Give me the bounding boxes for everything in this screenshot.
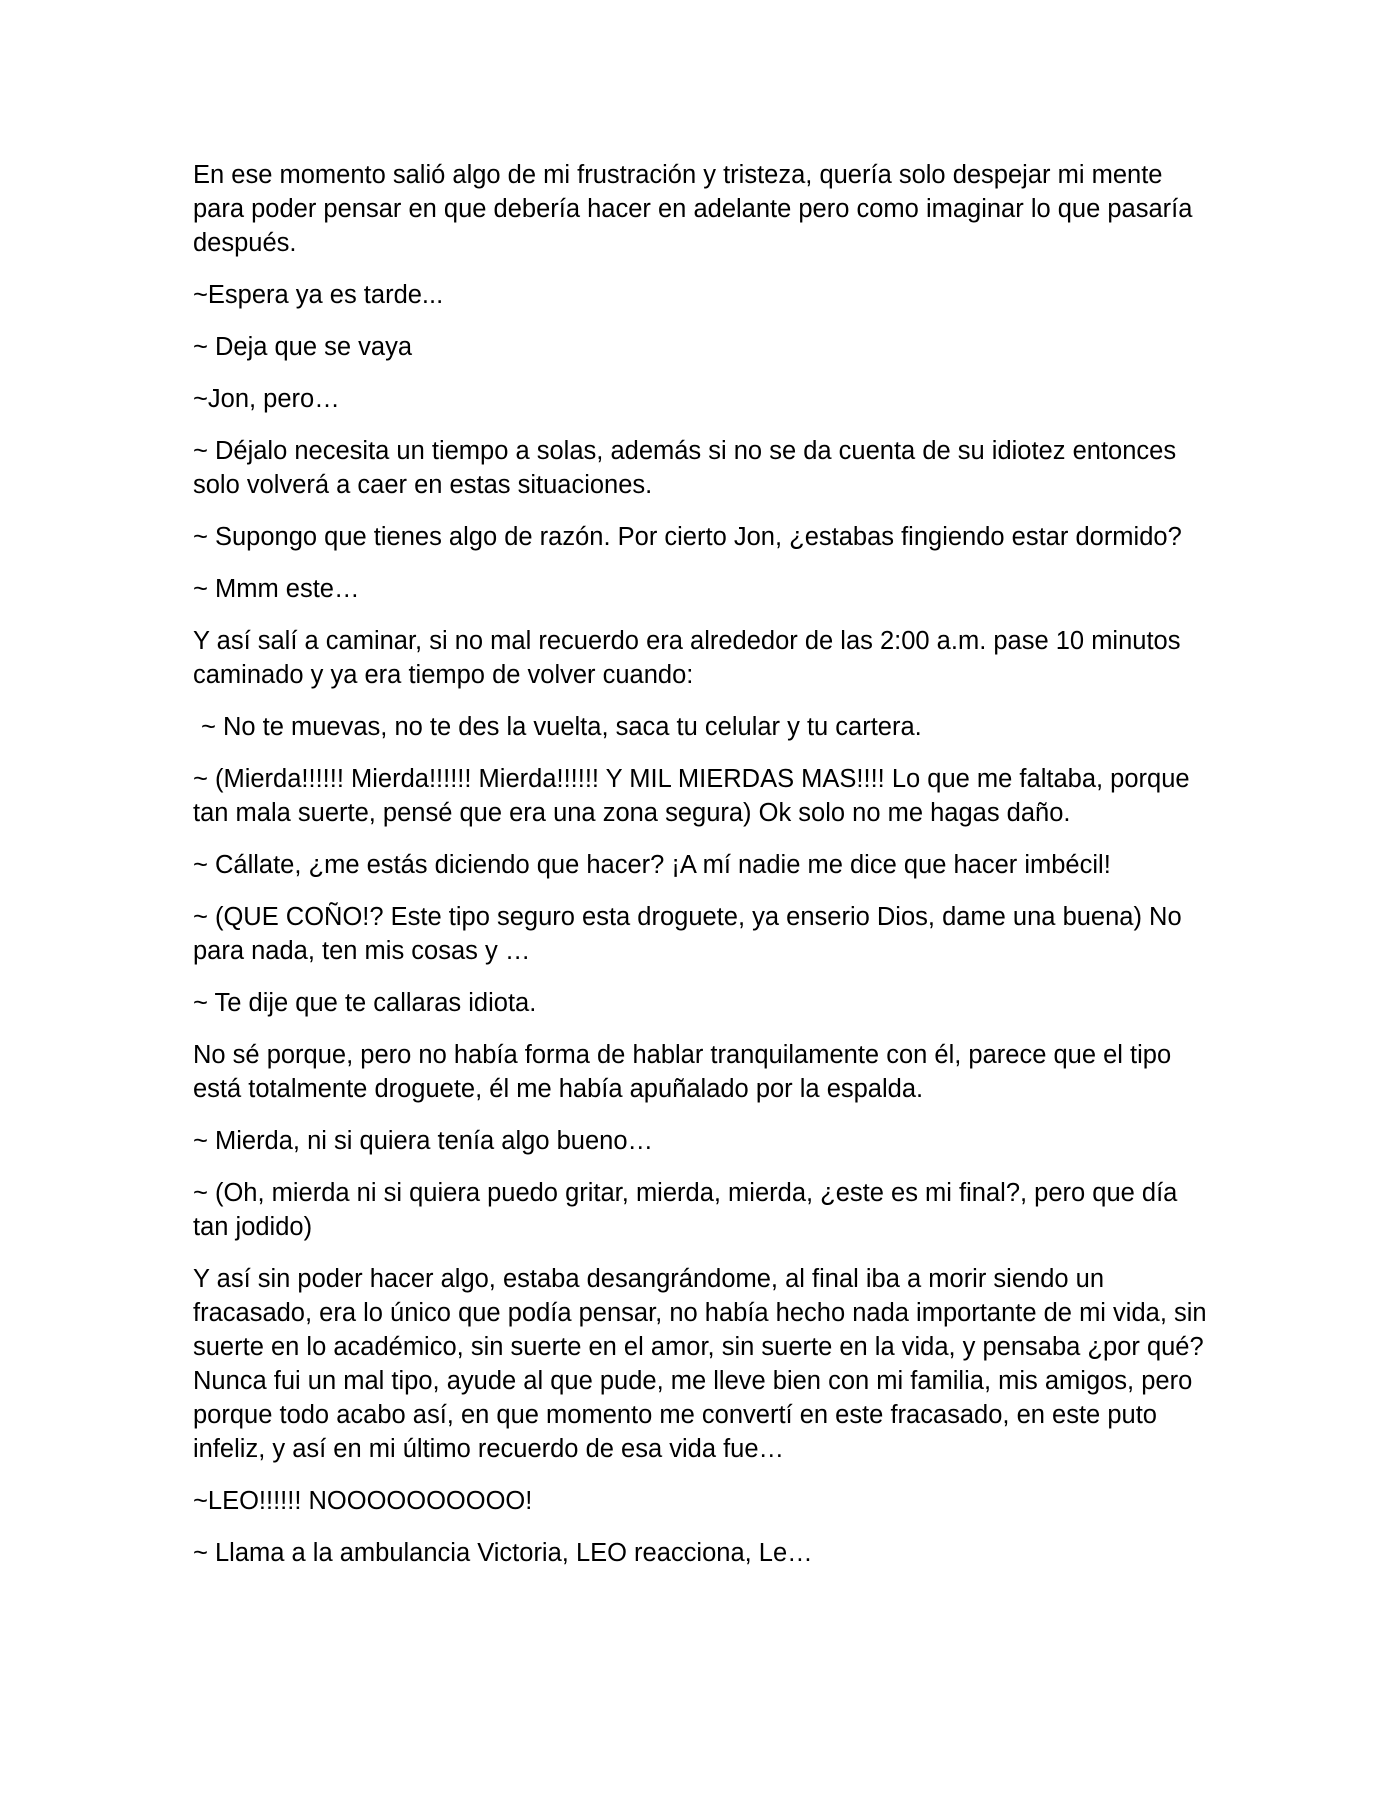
paragraph-14: No sé porque, pero no había forma de hablar tranquilamente con él, parece que el tipo está totalmente droguete, él me había apuñalado por la espalda.	[193, 1041, 1172, 1103]
document-body	[193, 158, 1213, 1588]
paragraph-15: ~ Mierda, ni si quiera tenía algo bueno…	[193, 1127, 653, 1155]
paragraph-17: Y así sin poder hacer algo, estaba desangrándome, al final iba a morir siendo un fracasado, era lo único que podía pensar, no había hecho nada importante de mi vida, sin suerte en lo académico, sin suerte en el amor, sin suerte en la vida, y pensaba ¿por qué? Nunca fui un mal tipo, ayude al que pude, me lleve bien con mi familia, mis amigos, pero porque todo acabo así, en que momento me convertí en este fracasado, en este puto infeliz, y así en mi último recuerdo de esa vida fue…	[193, 1265, 1207, 1463]
paragraph-5: ~ Déjalo necesita un tiempo a solas, además si no se da cuenta de su idiotez entonces solo volverá a caer en estas situaciones.	[193, 437, 1177, 499]
paragraph-19: ~ Llama a la ambulancia Victoria, LEO reacciona, Le…	[193, 1539, 813, 1567]
paragraph-3: ~ Deja que se vaya	[193, 333, 413, 361]
paragraph-16: ~ (Oh, mierda ni si quiera puedo gritar, mierda, mierda, ¿este es mi final?, pero que día tan jodido)	[193, 1179, 1178, 1241]
paragraph-9: ~ No te muevas, no te des la vuelta, saca tu celular y tu cartera.	[201, 713, 922, 741]
paragraph-12: ~ (QUE COÑO!? Este tipo seguro esta droguete, ya enserio Dios, dame una buena) No para nada, ten mis cosas y …	[193, 903, 1182, 965]
paragraph-13: ~ Te dije que te callaras idiota.	[193, 989, 537, 1017]
paragraph-10: ~ (Mierda!!!!!! Mierda!!!!!! Mierda!!!!!! Y MIL MIERDAS MAS!!!! Lo que me faltaba, porque tan mala suerte, pensé que era una zona segura) Ok solo no me hagas daño.	[193, 765, 1190, 827]
paragraph-11: ~ Cállate, ¿me estás diciendo que hacer? ¡A mí nadie me dice que hacer imbécil!	[193, 851, 1111, 879]
paragraph-6: ~ Supongo que tienes algo de razón. Por cierto Jon, ¿estabas fingiendo estar dormido?	[193, 523, 1182, 551]
paragraph-2: ~Espera ya es tarde...	[193, 281, 444, 309]
paragraph-1: En ese momento salió algo de mi frustración y tristeza, quería solo despejar mi mente para poder pensar en que debería hacer en adelante pero como imaginar lo que pasaría después.	[193, 161, 1193, 257]
paragraph-18: ~LEO!!!!!! NOOOOOOOOOO!	[193, 1487, 533, 1515]
paragraph-7: ~ Mmm este…	[193, 575, 360, 603]
paragraph-4: ~Jon, pero…	[193, 385, 340, 413]
paragraph-8: Y así salí a caminar, si no mal recuerdo era alrededor de las 2:00 a.m. pase 10 minutos caminado y ya era tiempo de volver cuando:	[193, 627, 1181, 689]
